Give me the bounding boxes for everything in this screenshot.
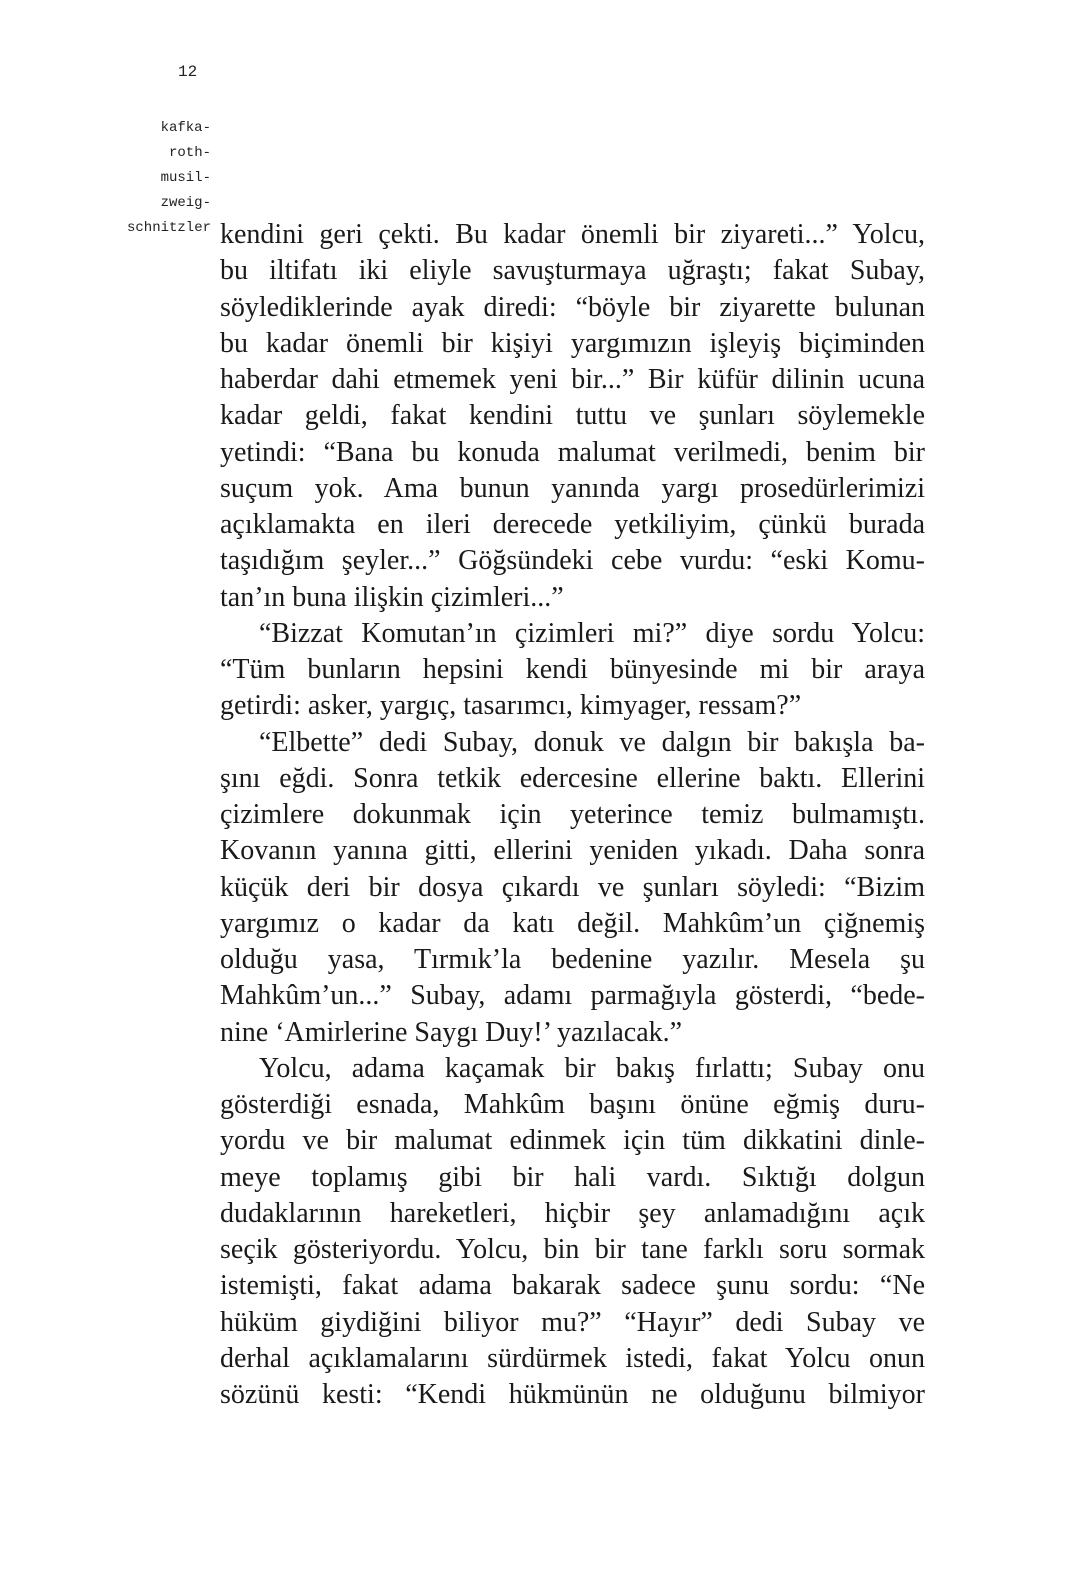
text-line: çizimlere dokunmak için yeterince temiz bulmamıştı. <box>220 799 925 830</box>
text-line: bu kadar önemli bir kişiyi yargımızın işleyiş biçiminden <box>220 327 925 359</box>
text-line: “Bizzat Komutan’ın çizimleri mi?” diye sordu Yolcu: <box>259 617 925 649</box>
text-line: derhal açıklamalarını sürdürmek istedi, fakat Yolcu onun <box>220 1342 925 1374</box>
text-line: kadar geldi, fakat kendini tuttu ve şunları söylemekle <box>220 400 925 432</box>
text-line: getirdi: asker, yargıç, tasarımcı, kimyager, ressam?” <box>220 690 802 722</box>
text-line: küçük deri bir dosya çıkardı ve şunları söyledi: “Bizim <box>220 871 925 903</box>
text-line: yordu ve bir malumat edinmek için tüm dikkatini dinle- <box>220 1125 925 1157</box>
page-number: 12 <box>178 63 198 81</box>
text-line: açıklamakta en ileri derecede yetkiliyim, çünkü burada <box>220 509 925 540</box>
text-line: nine ‘Amirlerine Saygı Duy!’ yazılacak.” <box>220 1016 683 1048</box>
text-line: yetindi: “Bana bu konuda malumat verilmedi, benim bir <box>220 436 925 468</box>
text-line: taşıdığım şeyler...” Göğsündeki cebe vurdu: “eski Komu- <box>220 545 925 577</box>
running-head-line: zweig- <box>160 195 211 211</box>
running-head-authors <box>71 116 211 241</box>
body-text <box>220 217 925 1413</box>
text-line: söylediklerinde ayak diredi: “böyle bir ziyarette bulunan <box>220 291 925 323</box>
text-line: tan’ın buna ilişkin çizimleri...” <box>220 581 564 613</box>
running-head-line: schnitzler <box>126 220 211 236</box>
text-line: sözünü kesti: “Kendi hükmünün ne olduğunu bilmiyor <box>220 1379 925 1410</box>
text-line: olduğu yasa, Tırmık’la bedenine yazılır. Mesela şu <box>220 944 925 975</box>
text-line: şını eğdi. Sonra tetkik edercesine ellerine baktı. Ellerini <box>220 762 925 794</box>
running-head-line: kafka- <box>160 120 211 136</box>
text-line: haberdar dahi etmemek yeni bir...” Bir küfür dilinin ucuna <box>220 364 925 395</box>
text-line: dudaklarının hareketleri, hiçbir şey anlamadığını açık <box>220 1197 925 1229</box>
running-head-line: roth- <box>168 145 211 161</box>
text-line: Kovanın yanına gitti, ellerini yeniden yıkadı. Daha sonra <box>220 835 925 867</box>
text-line: seçik gösteriyordu. Yolcu, bin bir tane farklı soru sormak <box>220 1234 925 1265</box>
text-line: istemişti, fakat adama bakarak sadece şunu sordu: “Ne <box>220 1270 925 1302</box>
text-line: suçum yok. Ama bunun yanında yargı prosedürlerimizi <box>220 472 925 504</box>
running-head-line: musil- <box>160 170 211 186</box>
text-line: meye toplamış gibi bir hali vardı. Sıktığı dolgun <box>220 1161 925 1193</box>
text-line: hüküm giydiğini biliyor mu?” “Hayır” dedi Subay ve <box>220 1306 925 1338</box>
text-line: yargımız o kadar da katı değil. Mahkûm’un çiğnemiş <box>220 907 925 939</box>
text-line: “Tüm bunların hepsini kendi bünyesinde mi bir araya <box>220 654 925 685</box>
text-line: Yolcu, adama kaçamak bir bakış fırlattı; Subay onu <box>259 1052 925 1084</box>
text-line: kendini geri çekti. Bu kadar önemli bir ziyareti...” Yolcu, <box>220 219 925 250</box>
text-line: Mahkûm’un...” Subay, adamı parmağıyla gösterdi, “bede- <box>220 980 925 1012</box>
text-line: gösterdiği esnada, Mahkûm başını önüne eğmiş duru- <box>220 1089 925 1120</box>
text-line: bu iltifatı iki eliyle savuşturmaya uğraştı; fakat Subay, <box>220 255 925 287</box>
text-line: “Elbette” dedi Subay, donuk ve dalgın bir bakışla ba- <box>259 726 925 758</box>
